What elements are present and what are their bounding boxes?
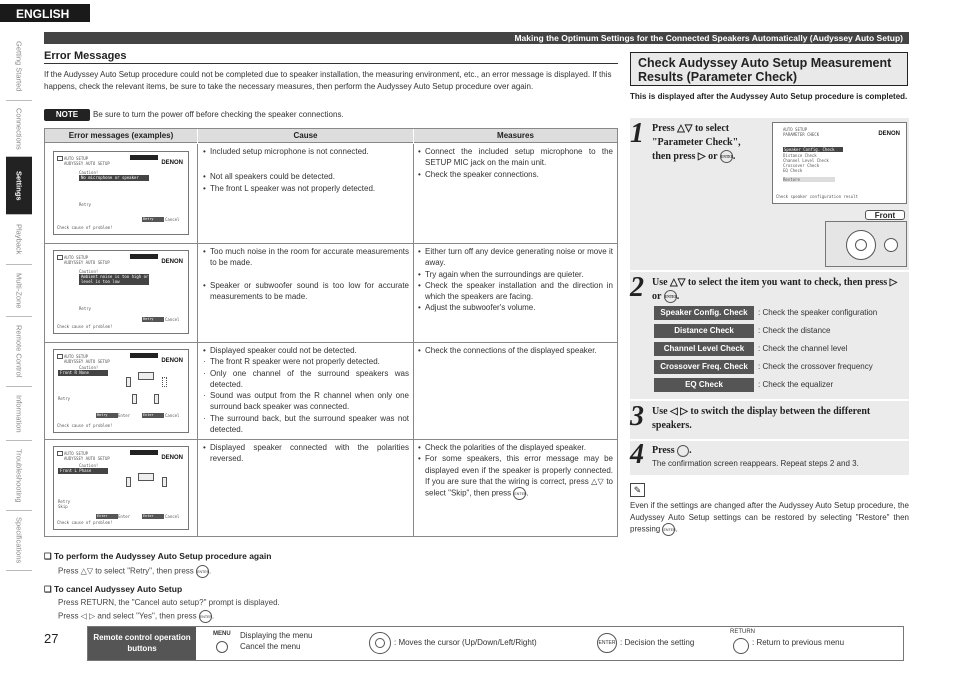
note-badge: NOTE	[44, 109, 90, 121]
step-3: 3 Use ◁ ▷ to switch the display between the different speakers.	[630, 401, 909, 439]
error-section-title: Error Messages	[44, 50, 127, 62]
distance-check-button[interactable]: Distance Check	[654, 324, 754, 338]
return-button-icon	[677, 445, 689, 457]
speaker-icon	[126, 477, 131, 487]
step-number: 1	[630, 118, 644, 149]
cancel-text-1: Press RETURN, the "Cancel auto setup?" prompt is displayed.	[58, 598, 280, 607]
parameter-check-screen: AUTO SETUP PARAMETER CHECK DENON Speaker Config. Check Distance Check Channel Level Check Crossover Check EQ Check Restore Check speaker configuration result	[772, 122, 907, 204]
sidebar-tab-troubleshooting[interactable]: Troubleshooting	[6, 441, 32, 511]
step-1: 1 Press △▽ to select "Parameter Check", then press ▷ or ENTER. AUTO SETUP PARAMETER CHECK DENON Speaker Config. Check Distance Check Channel Level Check Crossover Check EQ Check Restore Check speaker configuration result Front	[630, 118, 909, 270]
retry-section: ❑ To perform the Audyssey Auto Setup procedure again Press △▽ to select "Retry", then press ENTER.	[44, 551, 271, 578]
sidebar-tab-playback[interactable]: Playback	[6, 215, 32, 265]
return-text: : Return to previous menu	[752, 638, 845, 647]
center-speaker-icon	[138, 473, 154, 481]
enter-button-icon: ENTER	[720, 150, 733, 163]
step-4: 4 Press . The confirmation screen reappears. Repeat steps 2 and 3.	[630, 441, 909, 475]
sidebar-tab-connections[interactable]: Connections	[6, 101, 32, 157]
channel-level-check-button[interactable]: Channel Level Check	[654, 342, 754, 356]
sidebar-tab-remote-control[interactable]: Remote Control	[6, 317, 32, 387]
eq-check-button[interactable]: EQ Check	[654, 378, 754, 392]
col-header-cause: Cause	[198, 129, 413, 143]
step-3-text: Use ◁ ▷ to switch the display between the different speakers.	[652, 406, 871, 431]
speaker-config-check-button[interactable]: Speaker Config. Check	[654, 306, 754, 320]
right-title-box	[630, 52, 908, 86]
sidebar-tab-settings[interactable]: Settings	[6, 157, 32, 215]
error-screen: AUTO SETUP AUDYSSEY AUTO SETUP DENON Caution! Ambient noise is too high or level is too low Retry Retry Cancel Check cause of problem!	[53, 250, 189, 334]
cancel-section: ❑ To cancel Audyssey Auto Setup Press RETURN, the "Cancel auto setup?" prompt is displayed. Press ◁ ▷ and select "Yes", then press ENTER.	[44, 584, 280, 623]
check-row-speaker-config: Speaker Config. Check : Check the speaker configuration	[654, 306, 906, 320]
restore-note: Even if the settings are changed after the Audyssey Auto Setup procedure, the Audyssey Auto Setup settings can be restored by selecting "Restore" then pressing ENTER.	[630, 500, 909, 536]
step-4-text: Press	[652, 445, 675, 456]
speaker-icon	[162, 477, 167, 487]
error-screen: AUTO SETUP AUDYSSEY AUTO SETUP DENON Caution! Front R None Retry Retry Enter Enter Cancel Check cause of problem!	[53, 349, 189, 433]
enter-button-icon: ENTER	[199, 610, 212, 623]
enter-button-icon: ENTER	[513, 487, 526, 500]
step-4-subtext: The confirmation screen reappears. Repeat steps 2 and 3.	[652, 459, 859, 468]
page-number: 27	[44, 631, 59, 646]
col-header-errors: Error messages (examples)	[45, 129, 197, 143]
front-panel-illustration	[825, 221, 907, 267]
right-title: Check Audyssey Auto Setup Measurement Results (Parameter Check)	[638, 56, 892, 84]
center-speaker-icon	[138, 372, 154, 380]
table-row	[45, 244, 617, 343]
page-header: Making the Optimum Settings for the Connected Speakers Automatically (Audyssey Auto Setup)	[44, 32, 909, 44]
cause-cell: • Displayed speaker connected with the polarities reversed.	[203, 442, 409, 465]
enter-button-icon: ENTER	[196, 565, 209, 578]
menu-text-2: Cancel the menu	[240, 642, 301, 651]
sidebar-tab-getting-started[interactable]: Getting Started	[6, 33, 32, 101]
check-row-crossover: Crossover Freq. Check : Check the crossover frequency	[654, 360, 906, 374]
speaker-icon	[132, 394, 137, 404]
error-screen: AUTO SETUP AUDYSSEY AUTO SETUP DENON Caution! No microphone or speaker Retry Retry Cancel Check cause of problem!	[53, 151, 189, 235]
check-row-eq: EQ Check : Check the equalizer	[654, 378, 906, 392]
measures-cell: • Check the connections of the displayed speaker.	[418, 345, 613, 356]
language-label: ENGLISH	[0, 4, 90, 22]
check-row-channel-level: Channel Level Check : Check the channel level	[654, 342, 906, 356]
menu-button-icon	[216, 641, 228, 653]
table-row	[45, 343, 617, 440]
front-label: Front	[865, 210, 905, 220]
enter-button-icon: ENTER	[597, 633, 617, 653]
enter-text: : Decision the setting	[620, 638, 695, 647]
title-divider	[44, 63, 618, 64]
error-intro: If the Audyssey Auto Setup procedure could not be completed due to speaker installation, the measuring environment, etc., an error message is displayed. If this happens, check the relevant items, be sure to take the necessary measures, then perform the Audyssey Auto Setup procedure over again.	[44, 70, 612, 91]
col-header-measures: Measures	[414, 129, 617, 143]
cause-cell: • Included setup microphone is not connected. • Not all speakers could be detected. • The front L speaker was not properly detected.	[203, 146, 409, 194]
cursor-pad-icon	[369, 632, 391, 654]
cause-cell: • Displayed speaker could not be detected. · The front R speaker were not properly detected. · Only one channel of the surround speakers was detected. · Sound was output from the R channel when only one surround back speaker was connected. · The surround back, but the surround speaker was not detected.	[203, 345, 409, 435]
retry-title: To perform the Audyssey Auto Setup procedure again	[53, 551, 272, 561]
crossover-check-button[interactable]: Crossover Freq. Check	[654, 360, 754, 374]
right-description: This is displayed after the Audyssey Auto Setup procedure is completed.	[630, 92, 908, 101]
sidebar-tab-specifications[interactable]: Specifications	[6, 511, 32, 571]
enter-button-icon: ENTER	[664, 290, 677, 303]
speaker-icon	[162, 377, 167, 387]
measures-cell: • Either turn off any device generating noise or move it away. • Try again when the surroundings are quieter. • Check the speaker installation and the direction in which the speakers are facing. • Adjust the subwoofer's volume.	[418, 246, 613, 314]
note-text: Be sure to turn the power off before checking the speaker connections.	[93, 110, 344, 119]
menu-button-label: MENU	[213, 631, 231, 637]
table-row	[45, 144, 617, 244]
remote-legend-label: Remote control operation buttons	[88, 627, 196, 660]
return-button-icon	[733, 638, 749, 654]
cursor-text: : Moves the cursor (Up/Down/Left/Right)	[394, 638, 537, 647]
sidebar-tab-information[interactable]: Information	[6, 387, 32, 441]
pencil-icon: ✎	[630, 483, 645, 497]
measures-cell: • Connect the included setup microphone to the SETUP MIC jack on the main unit. • Check the speaker connections.	[418, 146, 613, 180]
step-1-text: Press △▽ to select "Parameter Check", then press ▷ or	[652, 123, 741, 162]
measures-cell: • Check the polarities of the displayed speaker. • For some speakers, this error message may be displayed even if the speaker is properly connected. If you are sure that the wiring is correct, press △▽ to select "Skip", then press ENTER.	[418, 442, 613, 500]
error-screen: AUTO SETUP AUDYSSEY AUTO SETUP DENON Caution! Front L Phase Retry Skip Enter Enter Enter Cancel Check cause of problem!	[53, 446, 189, 530]
retry-text: Press △▽ to select "Retry", then press	[58, 566, 194, 576]
error-table	[44, 128, 618, 537]
step-2-text: Use △▽ to select the item you want to check, then press ▷ or	[652, 277, 898, 302]
cause-cell: • Too much noise in the room for accurate measurements to be made. • Speaker or subwoofer sound is too low for accurate measurements to be made.	[203, 246, 409, 302]
sidebar-tab-multi-zone[interactable]: Multi-Zone	[6, 265, 32, 317]
return-button-label: RETURN	[730, 629, 755, 635]
step-2: 2 Use △▽ to select the item you want to check, then press ▷ or ENTER. Speaker Config. Check : Check the speaker configuration Distance Check : Check the distance Channel Level Check : Check the channel level Crossover Freq. Check : Check the crossover frequency EQ Check : Check the equalizer	[630, 272, 909, 399]
speaker-icon	[126, 377, 131, 387]
cancel-title: To cancel Audyssey Auto Setup	[53, 584, 183, 594]
denon-logo: DENON	[161, 160, 183, 166]
remote-legend	[87, 626, 904, 661]
menu-text-1: Displaying the menu	[240, 631, 313, 640]
table-row	[45, 440, 617, 536]
speaker-icon	[154, 394, 159, 404]
enter-button-icon: ENTER	[662, 523, 675, 536]
check-row-distance: Distance Check : Check the distance	[654, 324, 906, 338]
cancel-text-2: Press ◁ ▷ and select "Yes", then press	[58, 611, 197, 621]
